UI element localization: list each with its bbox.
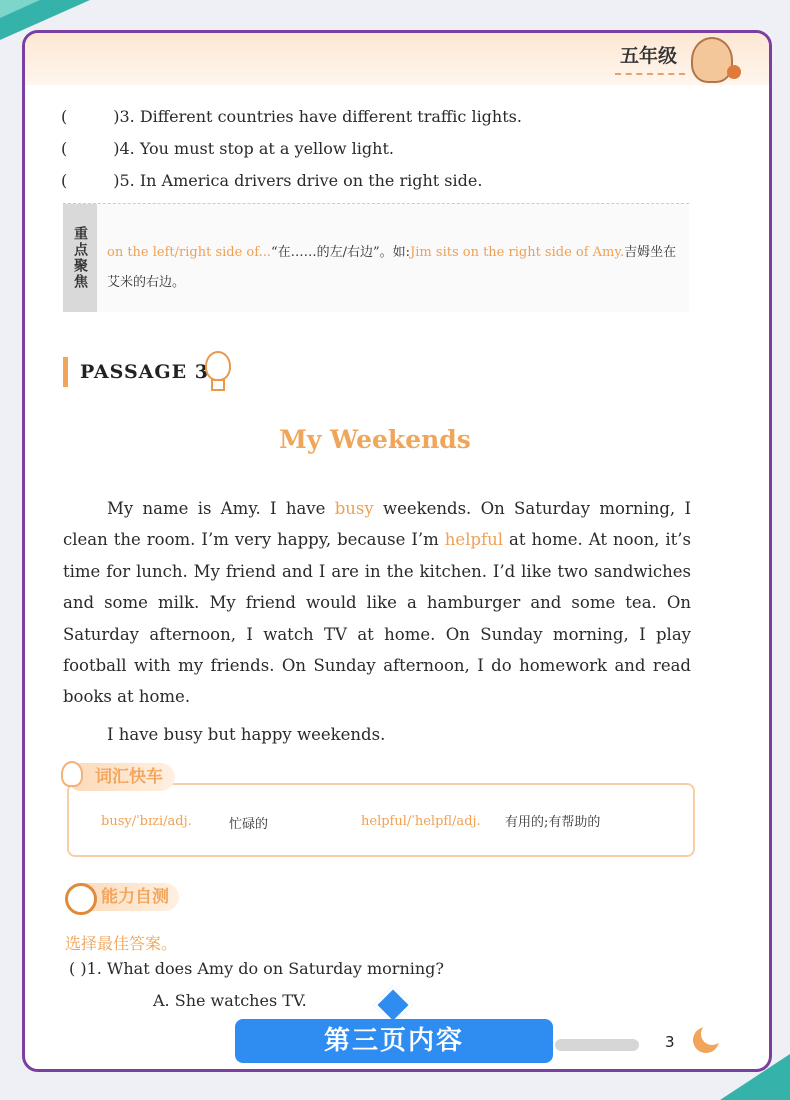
key-focus-text	[107, 238, 681, 298]
test-option-a: A. She watches TV.	[153, 991, 307, 1010]
passage-title: My Weekends	[279, 425, 471, 454]
question-3: ( )3. Different countries have different traffic lights.	[61, 107, 522, 126]
vocab-header: 词汇快车	[67, 763, 175, 791]
focus-phrase: on the left/right side of...	[107, 245, 271, 260]
question-4: ( )4. You must stop at a yellow light.	[61, 139, 394, 158]
lightbulb-icon	[61, 761, 83, 787]
grade-underline	[615, 67, 685, 75]
passage-paragraph-2: I have busy but happy weekends.	[107, 725, 386, 744]
vocab-word-helpful: helpful	[444, 530, 504, 550]
ball-icon	[727, 65, 741, 79]
passage-label: PASSAGE 3	[63, 357, 209, 387]
vocab-entry-meaning: 有用的;有帮助的	[505, 815, 601, 830]
key-focus-tag: 重点聚焦	[63, 204, 97, 312]
book-page	[22, 30, 772, 1072]
vocab-entry-meaning: 忙碌的	[229, 817, 269, 832]
self-test-header: 能力自测	[67, 883, 179, 911]
vocab-entry-word: helpful/ˈhelpfl/adj.	[361, 814, 481, 829]
balloon-icon	[205, 351, 231, 381]
balloon-basket-icon	[211, 379, 225, 391]
focus-translation: 吉姆坐在艾米的右边。	[107, 245, 677, 290]
mascot-icon	[691, 37, 733, 83]
page-number: 3	[665, 1033, 675, 1051]
passage-paragraph-1: My name is Amy. I have busy weekends. On Saturday morning, I clean the room. I’m very happy, because I’m helpful at home. At noon, it’s time for lunch. My friend and I are in the kitchen. I’d like two sandwiches and some milk. My friend would like a hamburger and some tea. On Saturday afternoon, I watch TV at home. On Sunday morning, I play football with my friends. On Sunday afternoon, I do homework and read books at home.	[63, 499, 692, 707]
page-content-banner[interactable]: 第三页内容	[235, 1019, 553, 1063]
compass-icon	[65, 883, 97, 915]
vocab-word-busy: busy	[334, 499, 374, 518]
test-instruction: 选择最佳答案。	[65, 934, 178, 953]
grade-label: 五年级	[619, 45, 677, 67]
question-5: ( )5. In America drivers drive on the right side.	[61, 171, 483, 190]
focus-meaning: “在……的左/右边”。如:	[271, 245, 411, 260]
footer-strip	[555, 1039, 639, 1051]
corner-decoration-inner	[0, 0, 40, 18]
vocab-entry-word: busy/ˈbɪzi/adj.	[101, 814, 192, 829]
key-focus-box	[63, 203, 689, 312]
focus-example: Jim sits on the right side of Amy.	[410, 245, 625, 260]
test-question-1: ( )1. What does Amy do on Saturday morning?	[69, 959, 444, 978]
moon-icon-cutout	[701, 1023, 723, 1045]
